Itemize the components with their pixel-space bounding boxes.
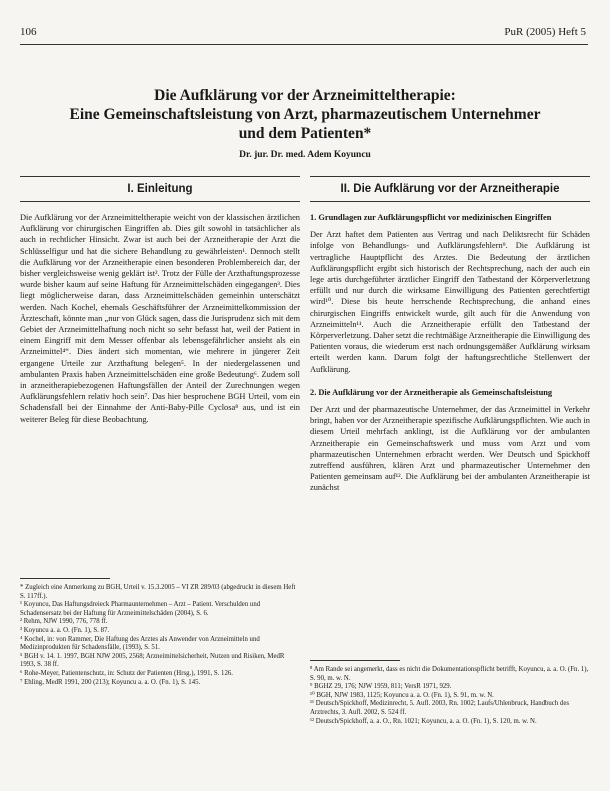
page-number: 106 [20,26,37,38]
footnote: ⁴ Kochel, in: von Rammer, Die Haftung des Arztes als Anwender von Arzneimitteln und Medizinprodukten für Schadensfälle, (1993), S. 51. [20,635,260,652]
subheading-gemeinschaftsleistung: 2. Die Aufklärung vor der Arzneitherapie als Gemeinschaftsleistung [310,387,553,397]
right-column [310,212,590,494]
title-line-2: Eine Gemeinschaftsleistung von Arzt, pharmazeutischem Unternehmer [69,106,541,123]
section-heading-aufklaerung: II. Die Aufklärung vor der Arzneitherapie [310,176,590,202]
footnotes-left [20,584,300,687]
left-column [20,212,300,425]
footnote: ¹ Koyuncu, Das Haftungsdreieck Pharmaunternehmen – Arzt – Patient. Verschulden und Schadensersatz bei der Haftung für Arzneimittelschäden (2004), S. 6. [20,601,261,617]
einleitung-paragraph: Die Aufklärung vor der Arzneimitteltherapie weicht von der klassischen ärztlichen Aufklärung vor chirurgischen Eingriffen ab. Dies gilt sowohl in tatsächlicher als auch in rechtlicher Hinsicht. Zwar ist auch bei der Arzneitherapie der Arzt die Schlüsselfigur und hat die sichere Behandlung zu gewährleisten¹. Dennoch stellt die Aufklärung vor der Arzneitherapie einen besonderen Problembereich dar, der bisher vergleichsweise wenig geklärt ist². Trotz der Fülle der Arzthaftungsprozesse wurde bisher kaum auf seine Haftung für Arzneimittelschäden eingegangen³. Dies liegt möglicherweise daran, dass Arzneimittelschäden gemeinhin unterschätzt werden. Nach Kochel, ehemals Geschäftsführer der Arzneimittelkommission der Ärzteschaft, könnte man „nur von Glück sagen, dass die Jurisprudenz sich mit dem Gebiet der Arzneimittelhaftung noch nicht so sehr befasst hat, weil der Patient in einem Eingriff mit dem Messer offenbar als lebensgefährlicher ansieht als ein Arzneimittel⁴“. Dies ändert sich momentan, wie mehrere in jüngerer Zeit ergangene Urteile zur Arzthaftung belegen⁵. In der niedergelassenen und ambulanten Praxis haben Arzneimittelschäden eine große Bedeutung⁶. Zudem soll in arzneitherapiebezogenen Haftungsfällen der Anteil der Zurechnungen wegen Aufklärungsfehlern relativ hoch sein⁷. Das hier besprochene BGH Urteil, vom ein Schadensfall bei der Einnahme der Anti-Baby-Pille Cyclosa⁸ aus, und ist ein weiterer Beleg für diese Beobachtung. [20,213,300,424]
title-line-3: und dem Patienten* [238,125,372,142]
footnote: ⁵ BGH v. 14. 1. 1997, BGH NJW 2005, 2568; Arzneimittelsicherheit, Nutzen und Risiken, MedR 1993, S. 38 ff. [20,652,285,669]
footnote: ² Rehm, NJW 1990, 776, 778 ff. [20,618,108,626]
footnote: ¹¹ Deutsch/Spickhoff, Medizinrecht, 5. Aufl. 2003, Rn. 1002; Laufs/Uhlenbruck, Handbuch des Arztrechts, 3. Aufl. 2002, S. 524 ff. [310,700,569,716]
footnote: ¹² Deutsch/Spickhoff, a. a. O., Rn. 1021; Koyuncu, a. a. O. (Fn. 1), S. 120, m. w. N. [310,717,537,725]
journal-reference: PuR (2005) Heft 5 [504,26,586,38]
author-line: Dr. jur. Dr. med. Adem Koyuncu [239,150,371,160]
footnote: ⁷ Ehling, MedR 1991, 200 (213); Koyuncu a. a. O. (Fn. 1), S. 145. [20,678,201,686]
gemeinschaftsleistung-paragraph: Der Arzt und der pharmazeutische Unternehmer, der das Arzneimittel in Verkehr bringt, haben vor der Arzneitherapie spezifische Aufklärungspflichten. Wie auch in diesem Urteil mehrfach anklingt, ist die Aufklärung vor der ambulanten Arzneitherapie ein Gemeinschaftswerk und muss vom Arzt und vom pharmazeutischen Unternehmen erbracht werden. Wer Deutsch und Spickhoff zutreffend ausführen, klären Arzt und pharmazeutischer Unternehmer den Patienten gemeinsam auf¹². Die Aufklärung bei der ambulanten Arzneitherapie ist zunächst [310,405,590,493]
footnote: ⁸ Am Rande sei angemerkt, dass es nicht die Dokumentationspflicht betrifft, Koyuncu, a. a. O. (Fn. 1), S. 90, m. w. N. [310,666,589,682]
grundlagen-paragraph: Der Arzt haftet dem Patienten aus Vertrag und nach Deliktsrecht für Schäden infolge von Behandlungs- und Aufklärungsfehlern⁹. Die Aufklärung ist vertragliche Hauptpflicht des Arztes. Die Bedeutung der ärztlichen Aufklärungspflicht ergibt sich historisch der Rechtsprechung, nach der auch ein lege artis durchgeführter ärztlicher Eingriff den Tatbestand der Körperverletzung erfüllt und nur durch die wirksame Einwilligung des Patienten gerechtfertigt wird¹⁰. Diese bis heute herrschende Rechtsprechung, die anhand eines chirurgischen Eingriffs entwickelt wurde, gilt auch für die Anwendung von Arzneimitteln¹¹. Auch die Arzneitherapie erfüllt den Tatbestand der Körperverletzung. Daher setzt die rechtmäßige Arzneitherapie die Einwilligung des Patienten voraus, die wiederum erst nach ordnungsgemäßer Aufklärung wirksam erteilt werden kann. Darum folgt der haftungsrechtliche Stellenwert der Aufklärung. [310,230,590,374]
footnote: ⁶ Rohe-Meyer, Patientenschutz, in: Schutz der Patienten (Hrsg.), 1991, S. 126. [20,669,233,677]
footnote-rule-right [310,660,400,661]
footnote: ⁹ BGHZ 29, 176; NJW 1959, 811; VersR 1971, 929. [310,683,452,691]
subheading-grundlagen: 1. Grundlagen zur Aufklärungspflicht vor medizinischen Eingriffen [310,213,552,222]
header-rule [20,44,588,45]
section-heading-einleitung: I. Einleitung [20,176,300,202]
article-title [40,86,570,143]
title-line-1: Die Aufklärung vor der Arzneimitteltherapie: [154,87,456,104]
footnote-rule-left [20,578,110,579]
footnote: ¹⁰ BGH, NJW 1983, 1125; Koyuncu a. a. O. (Fn. 1), S. 91, m. w. N. [310,691,494,699]
footnote: * Zugleich eine Anmerkung zu BGH, Urteil v. 15.3.2005 – VI ZR 289/03 (abgedruckt in diesem Heft S. 117ff.). [20,584,296,600]
footnote: ³ Koyuncu a. a. O. (Fn. 1), S. 87. [20,626,110,634]
footnotes-right [310,666,590,726]
